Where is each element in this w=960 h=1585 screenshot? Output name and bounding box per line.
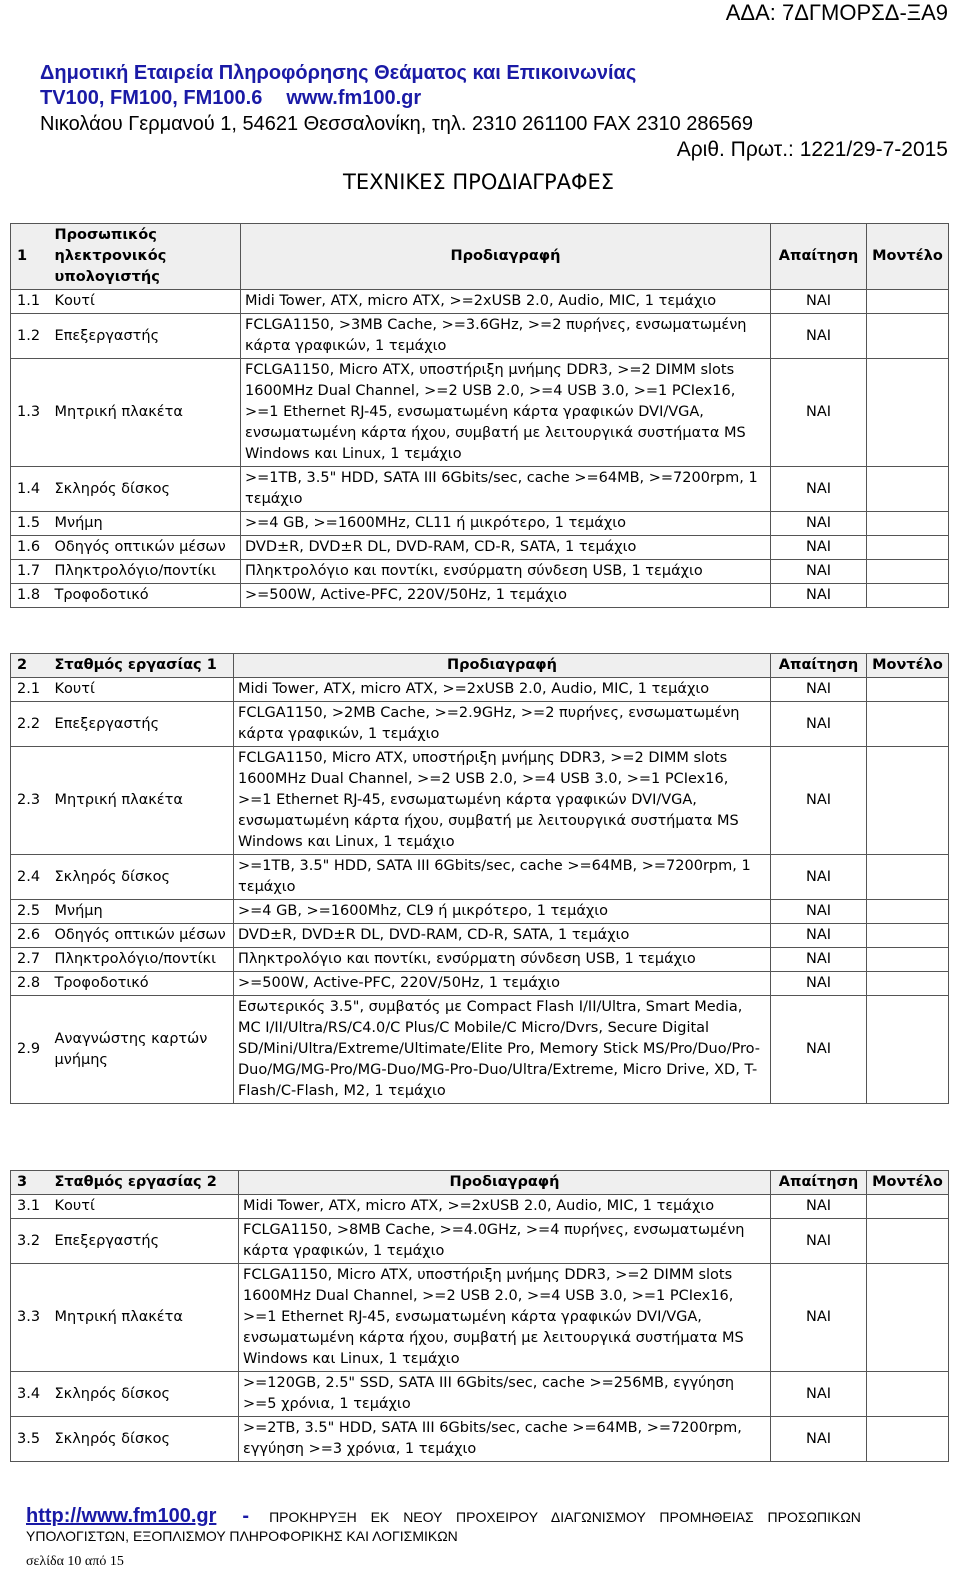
model-cell bbox=[867, 290, 949, 314]
row-number: 1.8 bbox=[11, 584, 51, 608]
row-number: 3.1 bbox=[11, 1195, 51, 1219]
model-cell bbox=[867, 1219, 949, 1264]
requirement-cell: ΝΑΙ bbox=[771, 924, 867, 948]
model-cell bbox=[867, 900, 949, 924]
section-2-body bbox=[11, 654, 949, 1104]
requirement-cell: ΝΑΙ bbox=[771, 359, 867, 467]
row-number: 1.1 bbox=[11, 290, 51, 314]
component-label: Μητρική πλακέτα bbox=[51, 359, 241, 467]
model-cell bbox=[867, 1264, 949, 1372]
model-cell bbox=[867, 536, 949, 560]
table-row bbox=[11, 1372, 949, 1417]
requirement-cell: ΝΑΙ bbox=[771, 855, 867, 900]
row-number: 1.6 bbox=[11, 536, 51, 560]
table-row bbox=[11, 948, 949, 972]
table-row bbox=[11, 512, 949, 536]
requirement-cell: ΝΑΙ bbox=[771, 584, 867, 608]
model-cell bbox=[867, 747, 949, 855]
spec-cell: >=120GB, 2.5" SSD, SATA III 6Gbits/sec, cache >=256MB, εγγύηση >=5 χρόνια, 1 τεμάχιο bbox=[239, 1372, 771, 1417]
row-number: 3.2 bbox=[11, 1219, 51, 1264]
requirement-cell: ΝΑΙ bbox=[771, 1195, 867, 1219]
spec-cell: FCLGA1150, >2MB Cache, >=2.9GHz, >=2 πυρήνες, ενσωματωμένη κάρτα γραφικών, 1 τεμάχιο bbox=[234, 702, 771, 747]
row-number: 3.5 bbox=[11, 1417, 51, 1462]
section-number: 2 bbox=[11, 654, 51, 678]
table-row bbox=[11, 314, 949, 359]
component-label: Οδηγός οπτικών μέσων bbox=[51, 536, 241, 560]
model-cell bbox=[867, 996, 949, 1104]
requirement-cell: ΝΑΙ bbox=[771, 972, 867, 996]
section-name: Προσωπικός ηλεκτρονικός υπολογιστής bbox=[51, 224, 241, 290]
table-row bbox=[11, 900, 949, 924]
model-cell bbox=[867, 512, 949, 536]
spec-cell: DVD±R, DVD±R DL, DVD-RAM, CD-R, SATA, 1 τεμάχιο bbox=[241, 536, 771, 560]
model-cell bbox=[867, 560, 949, 584]
requirement-cell: ΝΑΙ bbox=[771, 290, 867, 314]
component-label: Αναγνώστης καρτών μνήμης bbox=[51, 996, 234, 1104]
component-label: Επεξεργαστής bbox=[51, 1219, 239, 1264]
table-row bbox=[11, 359, 949, 467]
component-label: Κουτί bbox=[51, 1195, 239, 1219]
requirement-cell: ΝΑΙ bbox=[771, 1264, 867, 1372]
page-number: σελίδα 10 από 15 bbox=[26, 1554, 124, 1569]
row-number: 2.6 bbox=[11, 924, 51, 948]
table-row bbox=[11, 924, 949, 948]
footer-dash: - bbox=[242, 1505, 250, 1527]
row-number: 2.7 bbox=[11, 948, 51, 972]
model-column-header: Μοντέλο bbox=[867, 654, 949, 678]
section-3-body bbox=[11, 1171, 949, 1462]
spec-cell: Εσωτερικός 3.5", συμβατός με Compact Flash I/II/Ultra, Smart Media, MC I/II/Ultra/RS/C4.0/C Plus/C Mobile/C Micro/Dvrs, Secure Digital SD/Mini/Ultra/Extreme/Ultimate/Elite Pro, Memory Stick MS/Pro/Duo/Pro-Duo/MG/MG-Pro/MG-Duo/MG-Pro-Duo/Ultra/Extreme, Micro Drive, XD, T-Flash/C-Flash, M2, 1 τεμάχιο bbox=[234, 996, 771, 1104]
footer-line-1 bbox=[26, 1505, 861, 1528]
page-title: ΤΕΧΝΙΚΕΣ ΠΡΟΔΙΑΓΡΑΦΕΣ bbox=[343, 170, 615, 194]
requirement-cell: ΝΑΙ bbox=[771, 1219, 867, 1264]
component-label: Μητρική πλακέτα bbox=[51, 747, 234, 855]
spec-cell: Πληκτρολόγιο και ποντίκι, ενσύρματη σύνδεση USB, 1 τεμάχιο bbox=[241, 560, 771, 584]
row-number: 1.4 bbox=[11, 467, 51, 512]
component-label: Σκληρός δίσκος bbox=[51, 855, 234, 900]
component-label: Μνήμη bbox=[51, 900, 234, 924]
spec-table-section-3 bbox=[10, 1170, 949, 1462]
row-number: 1.5 bbox=[11, 512, 51, 536]
table-row bbox=[11, 584, 949, 608]
row-number: 2.4 bbox=[11, 855, 51, 900]
table-row bbox=[11, 747, 949, 855]
requirement-cell: ΝΑΙ bbox=[771, 996, 867, 1104]
spec-column-header: Προδιαγραφή bbox=[239, 1171, 771, 1195]
row-number: 2.9 bbox=[11, 996, 51, 1104]
table-row bbox=[11, 1219, 949, 1264]
component-label: Κουτί bbox=[51, 678, 234, 702]
spec-cell: >=2TB, 3.5" HDD, SATA III 6Gbits/sec, cache >=64MB, >=7200rpm, εγγύηση >=3 χρόνια, 1 τεμάχιο bbox=[239, 1417, 771, 1462]
table-row bbox=[11, 855, 949, 900]
spec-cell: >=4 GB, >=1600Mhz, CL9 ή μικρότερο, 1 τεμάχιο bbox=[234, 900, 771, 924]
spec-cell: >=500W, Active-PFC, 220V/50Hz, 1 τεμάχιο bbox=[234, 972, 771, 996]
spec-cell: FCLGA1150, >3MB Cache, >=3.6GHz, >=2 πυρήνες, ενσωματωμένη κάρτα γραφικών, 1 τεμάχιο bbox=[241, 314, 771, 359]
requirement-cell: ΝΑΙ bbox=[771, 900, 867, 924]
requirement-column-header: Απαίτηση bbox=[771, 1171, 867, 1195]
component-label: Επεξεργαστής bbox=[51, 702, 234, 747]
model-cell bbox=[867, 678, 949, 702]
section-name: Σταθμός εργασίας 1 bbox=[51, 654, 234, 678]
component-label: Σκληρός δίσκος bbox=[51, 1372, 239, 1417]
section-number: 3 bbox=[11, 1171, 51, 1195]
model-cell bbox=[867, 948, 949, 972]
channels-text: TV100, FM100, FM100.6 bbox=[40, 87, 263, 109]
component-label: Κουτί bbox=[51, 290, 241, 314]
spec-cell: FCLGA1150, >8MB Cache, >=4.0GHz, >=4 πυρήνες, ενσωματωμένη κάρτα γραφικών, 1 τεμάχιο bbox=[239, 1219, 771, 1264]
organization-channels bbox=[40, 87, 421, 110]
model-cell bbox=[867, 855, 949, 900]
component-label: Σκληρός δίσκος bbox=[51, 467, 241, 512]
spec-cell: FCLGA1150, Micro ATX, υποστήριξη μνήμης DDR3, >=2 DIMM slots 1600MHz Dual Channel, >=2 USB 2.0, >=4 USB 3.0, >=1 PCIex16, >=1 Ethernet RJ-45, ενσωματωμένη κάρτα γραφικών DVI/VGA, ενσωματωμένη κάρτα ήχου, συμβατή με λειτουργικά συστήματα MS Windows και Linux, 1 τεμάχιο bbox=[241, 359, 771, 467]
spec-cell: Midi Tower, ATX, micro ATX, >=2xUSB 2.0, Audio, MIC, 1 τεμάχιο bbox=[239, 1195, 771, 1219]
spec-cell: FCLGA1150, Micro ATX, υποστήριξη μνήμης DDR3, >=2 DIMM slots 1600MHz Dual Channel, >=2 USB 2.0, >=4 USB 3.0, >=1 PCIex16, >=1 Ethernet RJ-45, ενσωματωμένη κάρτα γραφικών DVI/VGA, ενσωματωμένη κάρτα ήχου, συμβατή με λειτουργικά συστήματα MS Windows και Linux, 1 τεμάχιο bbox=[234, 747, 771, 855]
ada-code: ΑΔΑ: 7ΔΓΜΟΡΣΔ-ΞΑ9 bbox=[725, 0, 948, 25]
section-header-row bbox=[11, 1171, 949, 1195]
row-number: 2.1 bbox=[11, 678, 51, 702]
footer-title-part-1: ΠΡΟΚΗΡΥΞΗ ΕΚ ΝΕΟΥ ΠΡΟΧΕΙΡΟΥ ΔΙΑΓΩΝΙΣΜΟΥ ΠΡΟΜΗΘΕΙΑΣ ΠΡΟΣΩΠΙΚΩΝ bbox=[269, 1509, 861, 1525]
row-number: 2.5 bbox=[11, 900, 51, 924]
spec-cell: >=1TB, 3.5" HDD, SATA III 6Gbits/sec, cache >=64MB, >=7200rpm, 1 τεμάχιο bbox=[241, 467, 771, 512]
section-header-row bbox=[11, 224, 949, 290]
component-label: Τροφοδοτικό bbox=[51, 584, 241, 608]
model-cell bbox=[867, 1195, 949, 1219]
table-row bbox=[11, 972, 949, 996]
table-row bbox=[11, 1264, 949, 1372]
model-cell bbox=[867, 584, 949, 608]
component-label: Πληκτρολόγιο/ποντίκι bbox=[51, 560, 241, 584]
spec-table-section-1 bbox=[10, 223, 949, 608]
requirement-cell: ΝΑΙ bbox=[771, 467, 867, 512]
protocol-number: Αριθ. Πρωτ.: 1221/29-7-2015 bbox=[676, 138, 948, 161]
model-cell bbox=[867, 314, 949, 359]
table-row bbox=[11, 560, 949, 584]
spec-column-header: Προδιαγραφή bbox=[234, 654, 771, 678]
table-row bbox=[11, 290, 949, 314]
table-row bbox=[11, 536, 949, 560]
address-line: Νικολάου Γερμανού 1, 54621 Θεσσαλονίκη, τηλ. 2310 261100 FAX 2310 286569 bbox=[40, 113, 754, 135]
table-row bbox=[11, 1195, 949, 1219]
table-row bbox=[11, 996, 949, 1104]
requirement-cell: ΝΑΙ bbox=[771, 314, 867, 359]
model-cell bbox=[867, 1417, 949, 1462]
model-cell bbox=[867, 702, 949, 747]
row-number: 1.3 bbox=[11, 359, 51, 467]
row-number: 1.7 bbox=[11, 560, 51, 584]
requirement-cell: ΝΑΙ bbox=[771, 512, 867, 536]
component-label: Επεξεργαστής bbox=[51, 314, 241, 359]
spec-cell: DVD±R, DVD±R DL, DVD-RAM, CD-R, SATA, 1 τεμάχιο bbox=[234, 924, 771, 948]
model-cell bbox=[867, 467, 949, 512]
row-number: 1.2 bbox=[11, 314, 51, 359]
model-column-header: Μοντέλο bbox=[867, 224, 949, 290]
section-name: Σταθμός εργασίας 2 bbox=[51, 1171, 239, 1195]
model-cell bbox=[867, 924, 949, 948]
spec-table-section-2 bbox=[10, 653, 949, 1104]
model-cell bbox=[867, 1372, 949, 1417]
requirement-cell: ΝΑΙ bbox=[771, 1417, 867, 1462]
component-label: Σκληρός δίσκος bbox=[51, 1417, 239, 1462]
requirement-column-header: Απαίτηση bbox=[771, 224, 867, 290]
row-number: 2.2 bbox=[11, 702, 51, 747]
component-label: Πληκτρολόγιο/ποντίκι bbox=[51, 948, 234, 972]
website-link[interactable]: www.fm100.gr bbox=[286, 87, 422, 109]
spec-cell: Πληκτρολόγιο και ποντίκι, ενσύρματη σύνδεση USB, 1 τεμάχιο bbox=[234, 948, 771, 972]
requirement-cell: ΝΑΙ bbox=[771, 702, 867, 747]
model-cell bbox=[867, 972, 949, 996]
component-label: Οδηγός οπτικών μέσων bbox=[51, 924, 234, 948]
model-cell bbox=[867, 359, 949, 467]
spec-cell: Midi Tower, ATX, micro ATX, >=2xUSB 2.0, Audio, MIC, 1 τεμάχιο bbox=[241, 290, 771, 314]
spec-cell: >=500W, Active-PFC, 220V/50Hz, 1 τεμάχιο bbox=[241, 584, 771, 608]
spec-cell: FCLGA1150, Micro ATX, υποστήριξη μνήμης DDR3, >=2 DIMM slots 1600MHz Dual Channel, >=2 USB 2.0, >=4 USB 3.0, >=1 PCIex16, >=1 Ethernet RJ-45, ενσωματωμένη κάρτα γραφικών DVI/VGA, ενσωματωμένη κάρτα ήχου, συμβατή με λειτουργικά συστήματα MS Windows και Linux, 1 τεμάχιο bbox=[239, 1264, 771, 1372]
spec-cell: Midi Tower, ATX, micro ATX, >=2xUSB 2.0, Audio, MIC, 1 τεμάχιο bbox=[234, 678, 771, 702]
requirement-cell: ΝΑΙ bbox=[771, 1372, 867, 1417]
requirement-cell: ΝΑΙ bbox=[771, 747, 867, 855]
table-row bbox=[11, 1417, 949, 1462]
row-number: 3.3 bbox=[11, 1264, 51, 1372]
component-label: Μητρική πλακέτα bbox=[51, 1264, 239, 1372]
component-label: Μνήμη bbox=[51, 512, 241, 536]
requirement-cell: ΝΑΙ bbox=[771, 560, 867, 584]
row-number: 2.3 bbox=[11, 747, 51, 855]
component-label: Τροφοδοτικό bbox=[51, 972, 234, 996]
footer-line-2: ΥΠΟΛΟΓΙΣΤΩΝ, ΕΞΟΠΛΙΣΜΟΥ ΠΛΗΡΟΦΟΡΙΚΗΣ ΚΑΙ ΛΟΓΙΣΜΙΚΩΝ bbox=[26, 1528, 458, 1544]
table-row bbox=[11, 467, 949, 512]
section-number: 1 bbox=[11, 224, 51, 290]
organization-name: Δημοτική Εταιρεία Πληροφόρησης Θεάματος και Επικοινωνίας bbox=[40, 62, 637, 84]
row-number: 3.4 bbox=[11, 1372, 51, 1417]
requirement-column-header: Απαίτηση bbox=[771, 654, 867, 678]
row-number: 2.8 bbox=[11, 972, 51, 996]
requirement-cell: ΝΑΙ bbox=[771, 536, 867, 560]
section-header-row bbox=[11, 654, 949, 678]
model-column-header: Μοντέλο bbox=[867, 1171, 949, 1195]
section-1-body bbox=[11, 224, 949, 608]
footer-website-link[interactable]: http://www.fm100.gr bbox=[26, 1505, 217, 1527]
requirement-cell: ΝΑΙ bbox=[771, 948, 867, 972]
table-row bbox=[11, 678, 949, 702]
spec-cell: >=4 GB, >=1600MHz, CL11 ή μικρότερο, 1 τεμάχιο bbox=[241, 512, 771, 536]
spec-column-header: Προδιαγραφή bbox=[241, 224, 771, 290]
table-row bbox=[11, 702, 949, 747]
spec-cell: >=1TB, 3.5" HDD, SATA III 6Gbits/sec, cache >=64MB, >=7200rpm, 1 τεμάχιο bbox=[234, 855, 771, 900]
requirement-cell: ΝΑΙ bbox=[771, 678, 867, 702]
